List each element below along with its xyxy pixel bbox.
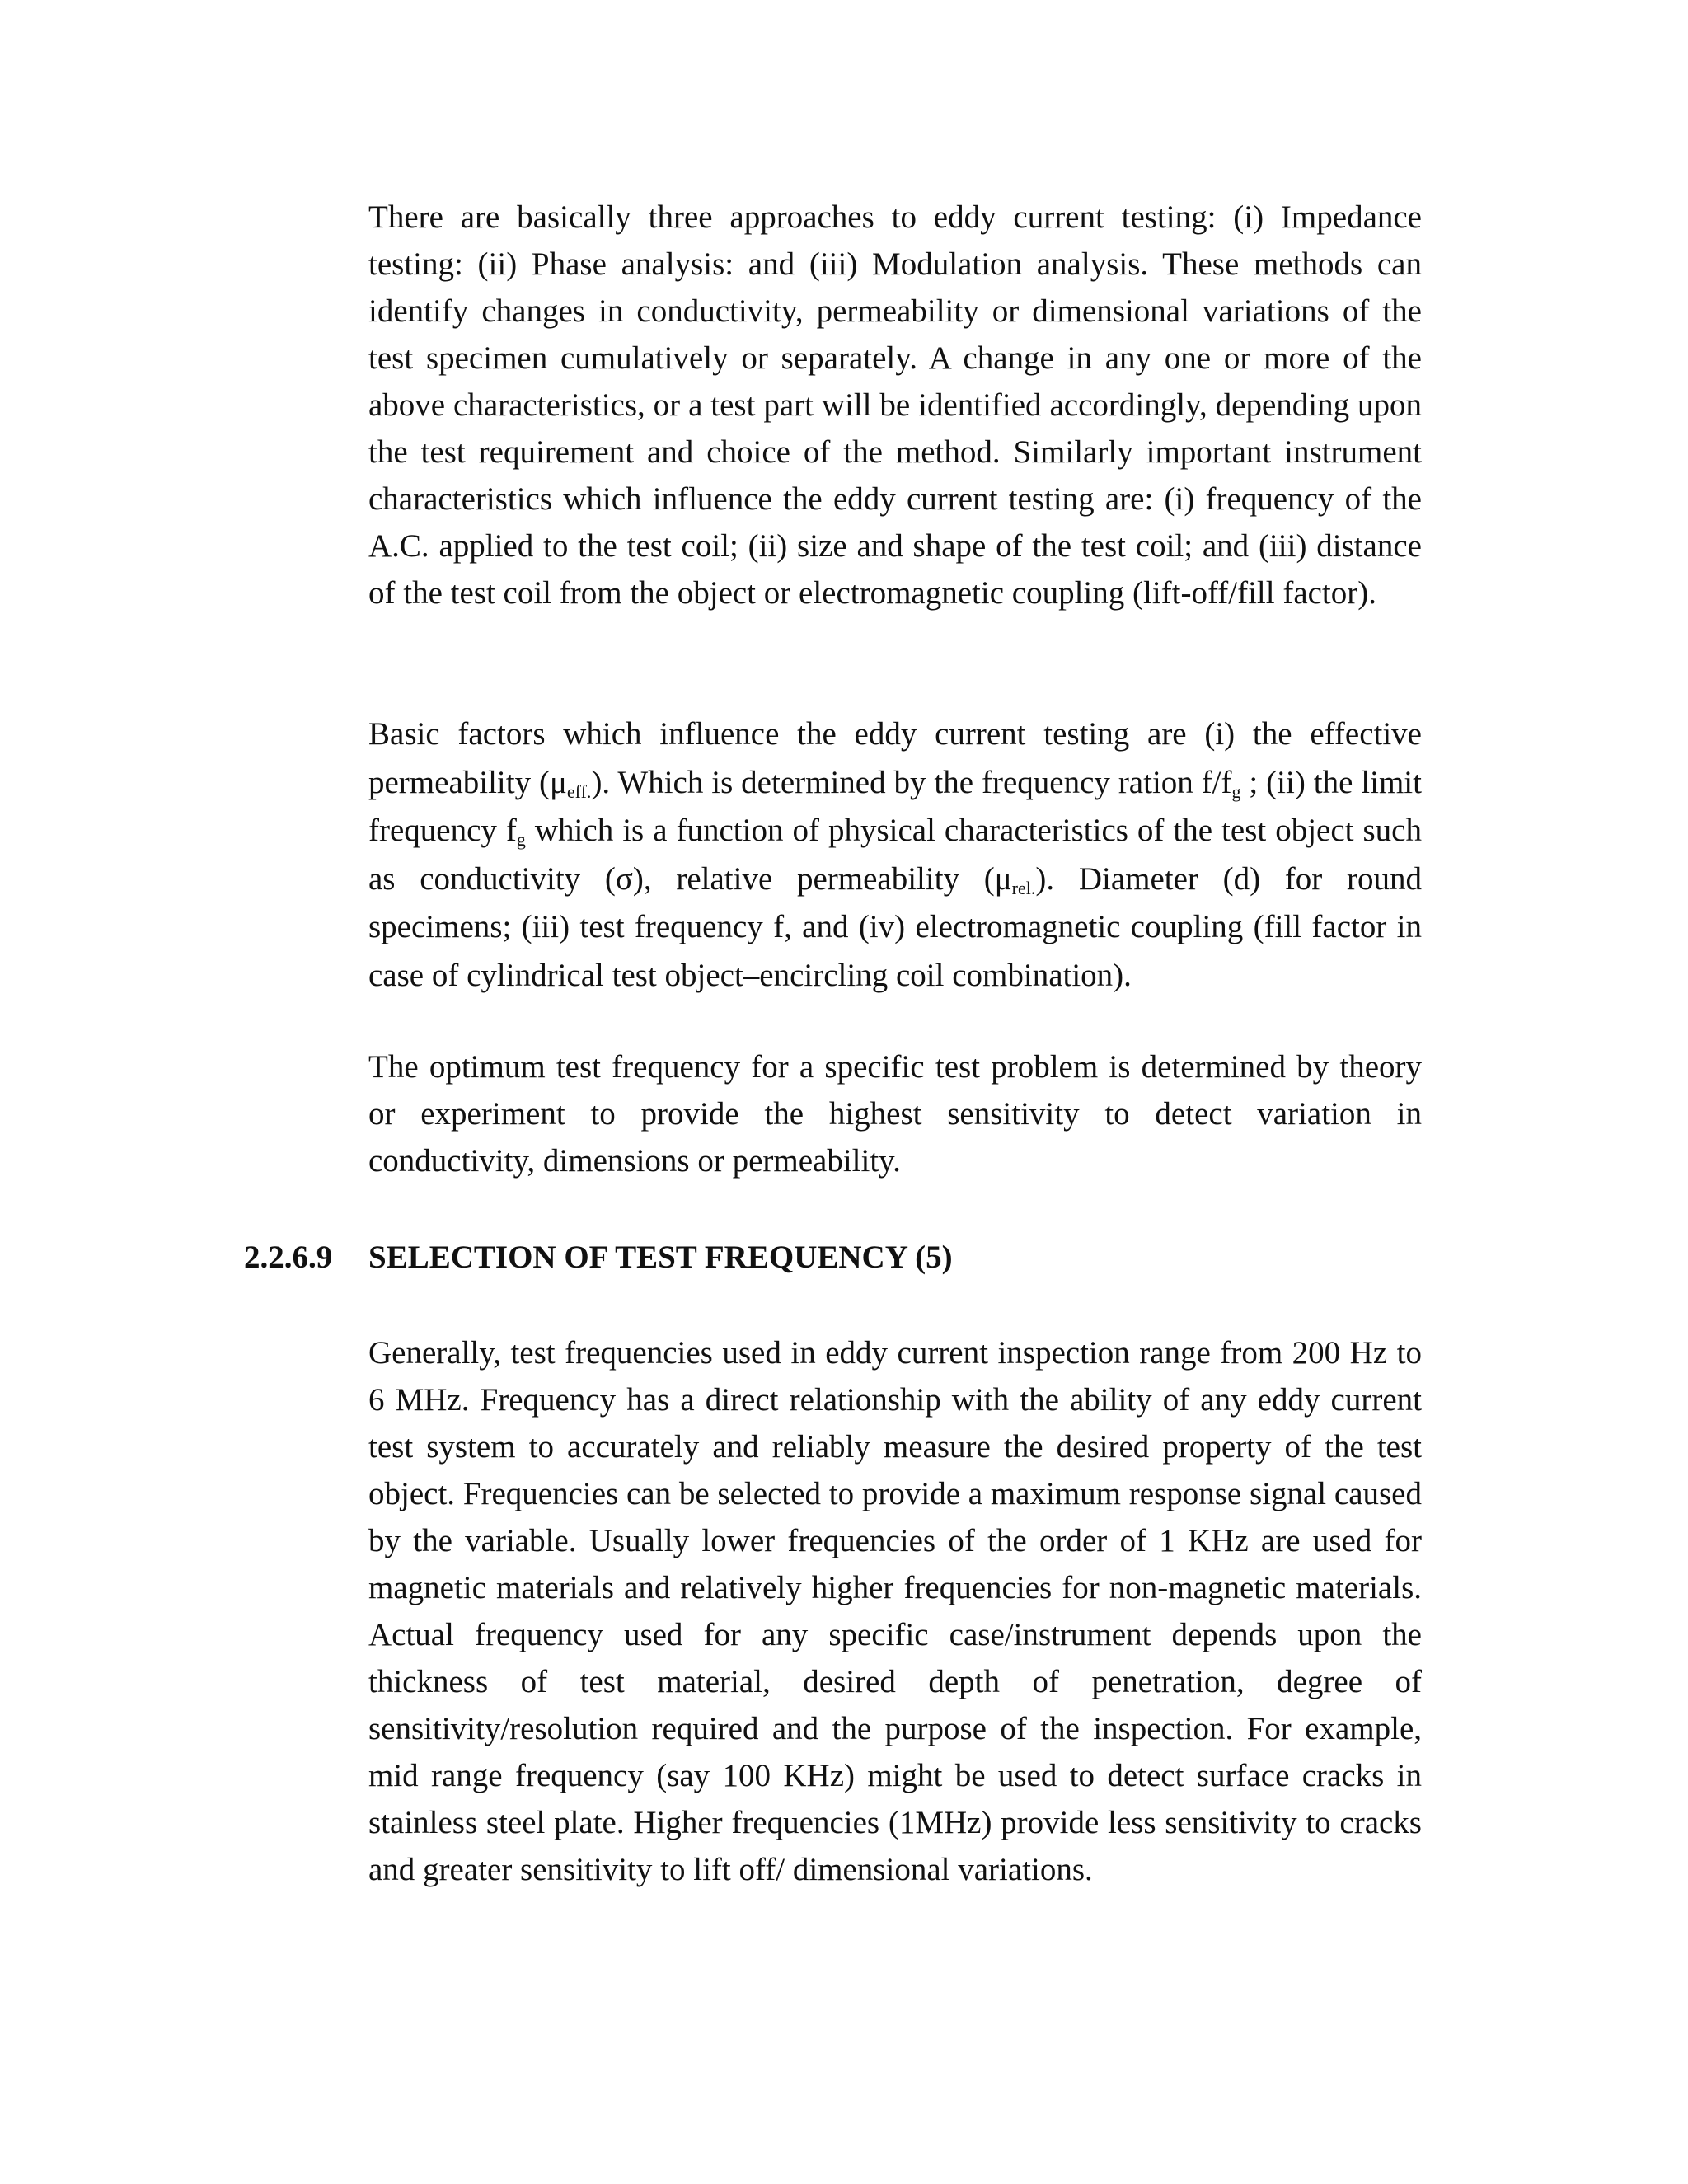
subscript-eff: eff. [566,780,592,802]
section-heading [244,1234,1423,1281]
text-run: ). Which is determined by the frequency ration f/f [591,764,1232,800]
subscript-rel: rel. [1011,877,1036,898]
section-number: 2.2.6.9 [244,1240,333,1275]
paragraph-eddy-current-approaches: There are basically three approaches to eddy current testing: (i) Impedance testing: (ii) Phase analysis: and (iii) Modulation analysis. These methods can identify changes in conductivity, permeability or dimensional variations of the test specimen cumulatively or separately. A change in any one or more of the above characteristics, or a test part will be identified accordingly, depending upon the test requirement and choice of the method. Similarly important instrument characteristics which influence the eddy current testing are: (i) frequency of the A.C. applied to the test coil; (ii) size and shape of the test coil; and (iii) distance of the test coil from the object or electromagnetic coupling (lift-off/fill factor). [368,199,1422,611]
text-run: which is a function of physical characteristics of the test object such as conductivity (σ), relative permeability (μ [368,813,1422,897]
subscript-g: g [1231,780,1241,802]
paragraph-basic-factors [368,710,1422,1000]
paragraph-optimum-frequency: The optimum test frequency for a specific test problem is determined by theory or experiment to provide the highest sensitivity to detect variation in conductivity, dimensions or permeability. [368,1049,1422,1179]
section-title: SELECTION OF TEST FREQUENCY (5) [368,1240,953,1275]
text-run: ; (ii) the limit frequency f [368,764,1422,848]
paragraph-test-frequency-selection: Generally, test frequencies used in eddy current inspection range from 200 Hz to 6 MHz. Frequency has a direct relationship with the ability of any eddy current test system to accurately and reliably measure the desired property of the test object. Frequencies can be selected to provide a maximum response signal caused by the variable. Usually lower frequencies of the order of 1 KHz are used for magnetic materials and relatively higher frequencies for non-magnetic materials. Actual frequency used for any specific case/instrument depends upon the thickness of test material, desired depth of penetration, degree of sensitivity/resolution required and the purpose of the inspection. For example, mid range frequency (say 100 KHz) might be used to detect surface cracks in stainless steel plate. Higher frequencies (1MHz) provide less sensitivity to cracks and greater sensitivity to lift off/ dimensional variations. [368,1335,1422,1887]
text-run: ). Diameter (d) for round specimens; (iii) test frequency f, and (iv) electromagnetic coupling (fill factor in case of cylindrical test object–encircling coil combination). [368,860,1422,993]
text-run: Basic factors which influence the eddy current testing are (i) the effective permeability (μ [368,716,1422,800]
subscript-g: g [516,829,526,850]
